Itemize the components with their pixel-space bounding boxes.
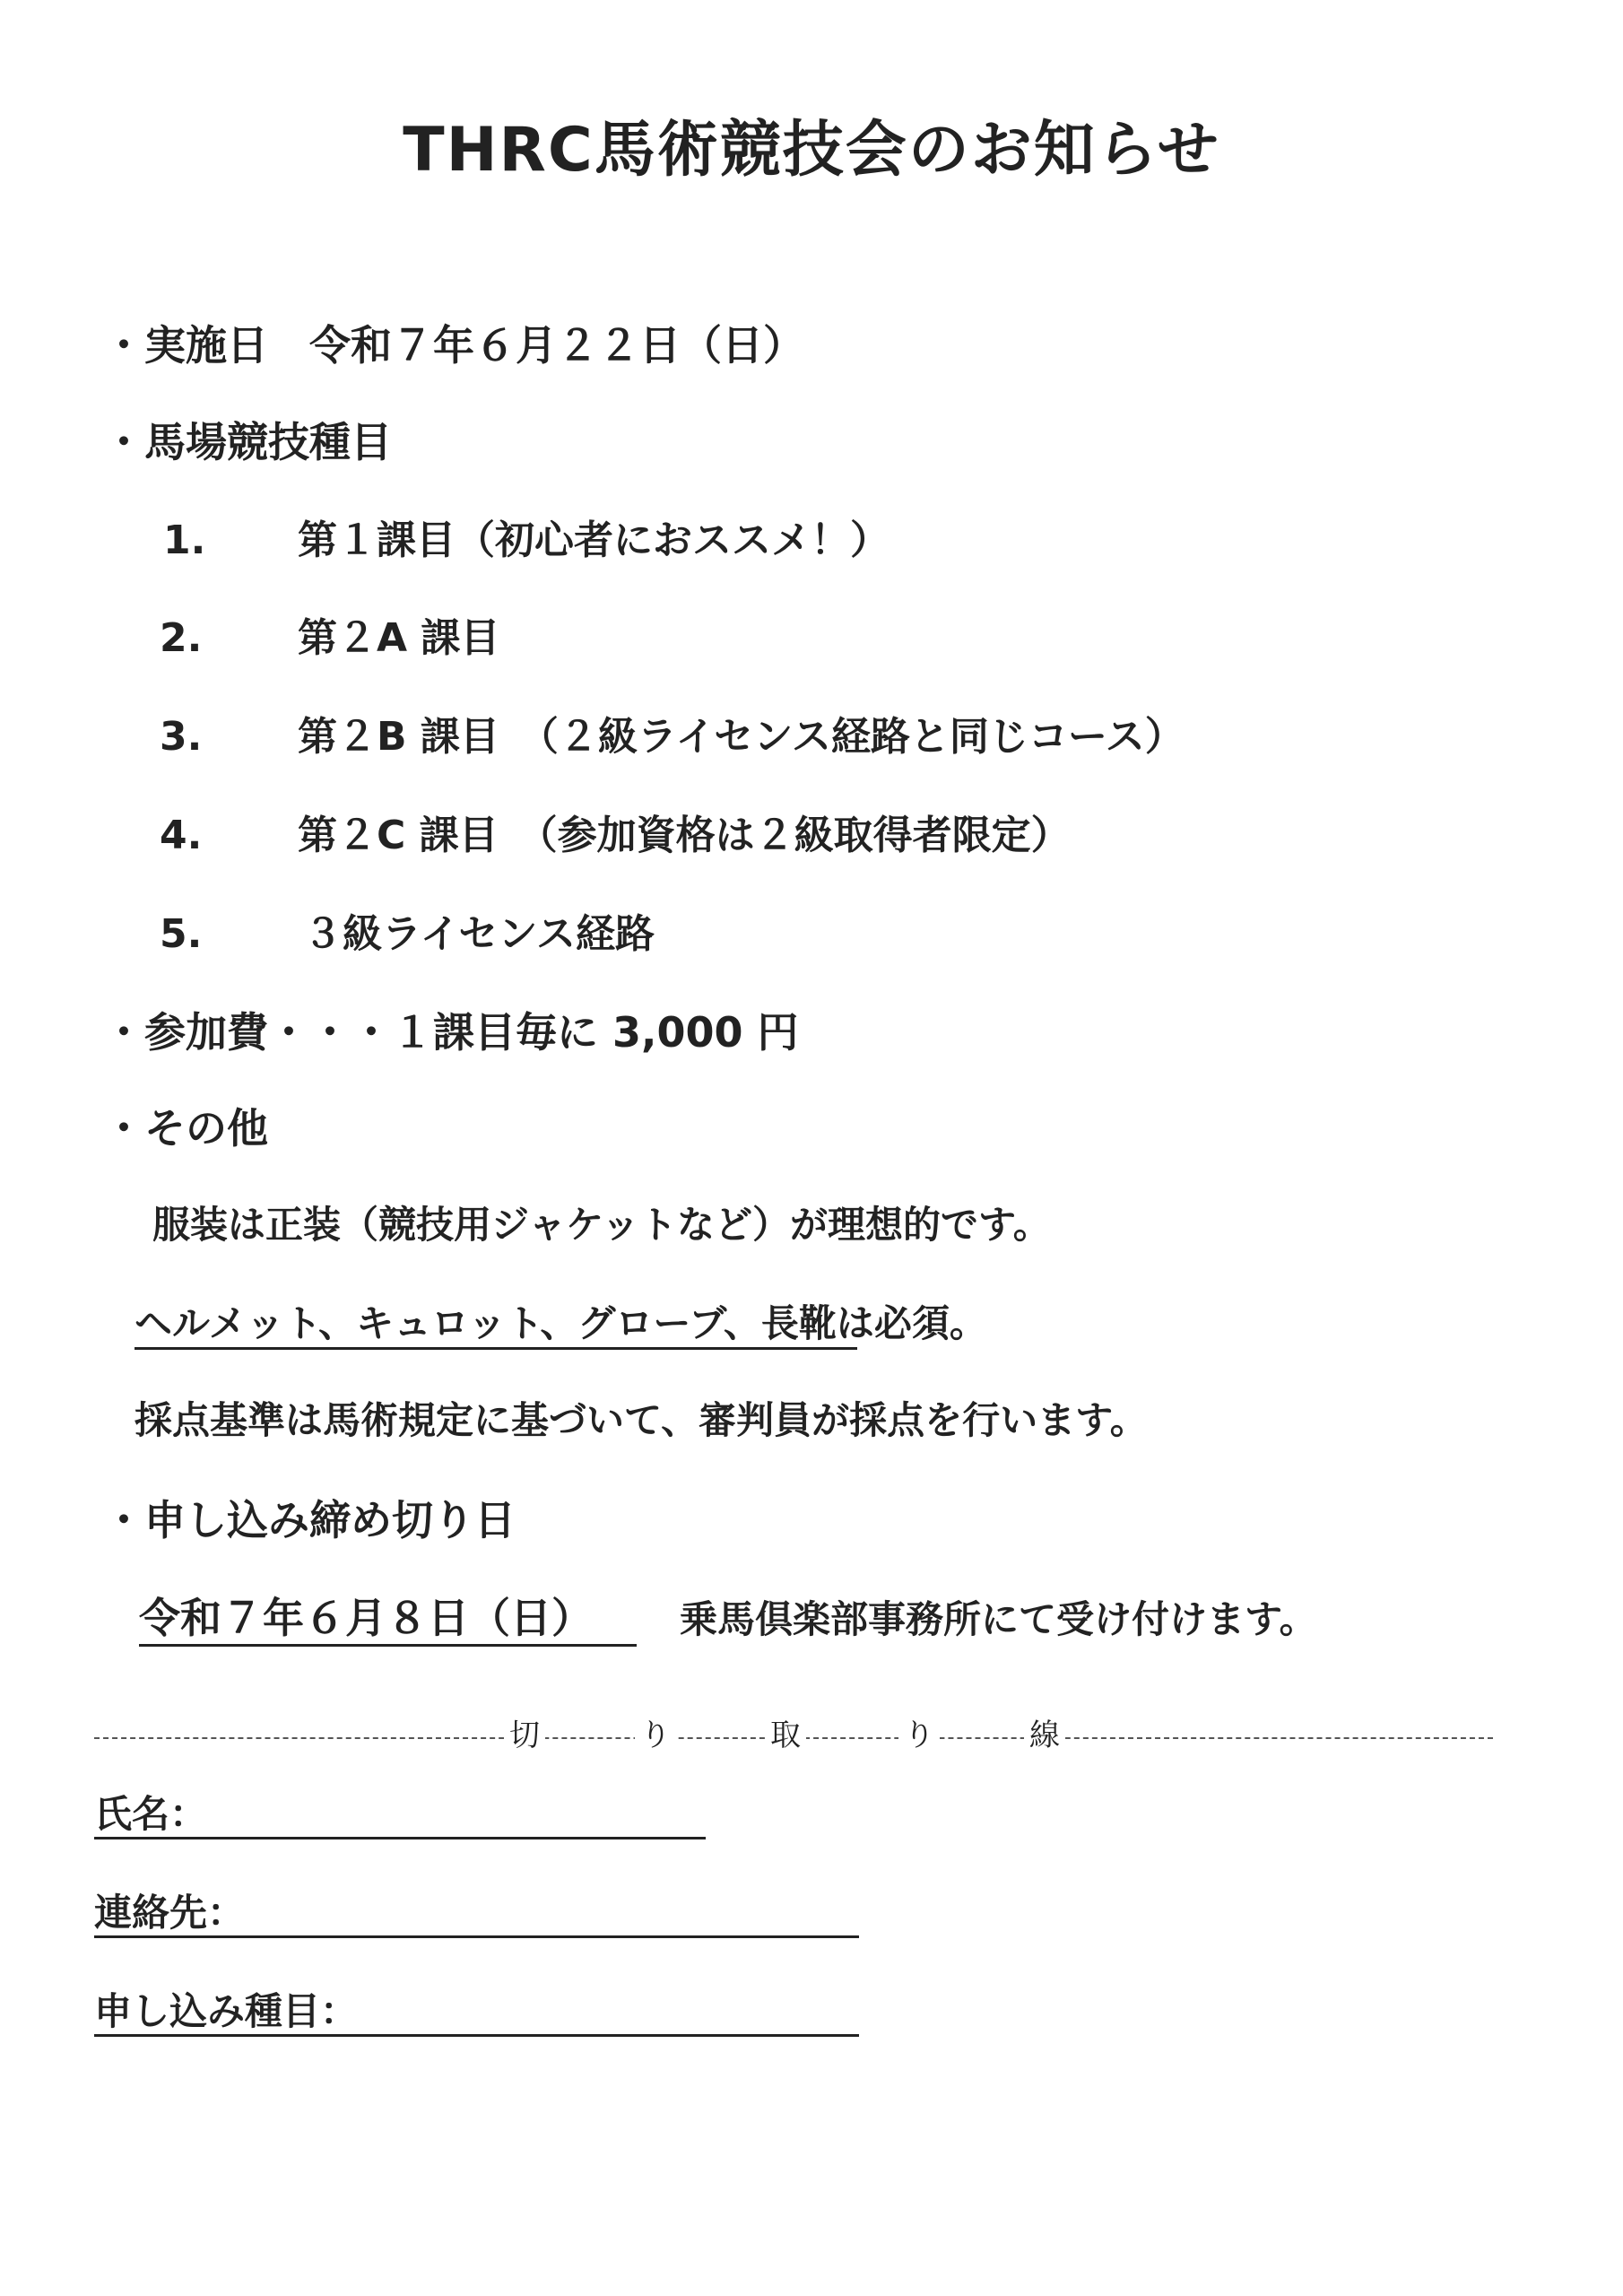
required-gear-text: ヘルメット、キュロット、グローブ、長靴は必須。 xyxy=(135,1301,987,1345)
contact-label: 連絡先： xyxy=(94,1891,246,1935)
event-choice-label: 申し込み種目： xyxy=(94,1989,359,2033)
deadline-note: 乗馬倶楽部事務所にて受け付けます。 xyxy=(680,1597,1317,1641)
cut-line-char: 線 xyxy=(1024,1720,1065,1751)
page-title: THRC馬術競技会のお知らせ xyxy=(403,115,1220,186)
deadline-heading: ・申し込み締め切り日 xyxy=(103,1496,516,1544)
contact-field[interactable] xyxy=(94,1935,859,1938)
event-item: 第２A 課目 xyxy=(298,615,500,661)
cut-line-char: り xyxy=(635,1720,676,1751)
dress-code-text: 服装は正装（競技用ジャケットなど）が理想的です。 xyxy=(152,1203,1051,1247)
event-item: 第２B 課目 （２級ライセンス経路と同じコース） xyxy=(298,714,1185,760)
scoring-text: 採点基準は馬術規定に基づいて、審判員が採点を行います。 xyxy=(135,1398,1148,1442)
cut-line-char: 取 xyxy=(765,1720,806,1751)
event-number: 4. xyxy=(160,813,203,858)
event-date: ・実施日 令和７年６月２２日（日） xyxy=(103,321,804,370)
other-heading: ・その他 xyxy=(103,1104,268,1152)
event-item: ３級ライセンス経路 xyxy=(303,911,655,957)
event-choice-field[interactable] xyxy=(94,2034,859,2037)
required-gear-underline xyxy=(135,1347,857,1350)
cut-line-char: り xyxy=(898,1720,940,1751)
event-number: 2. xyxy=(160,615,203,661)
event-number: 5. xyxy=(160,911,203,957)
event-number: 1. xyxy=(163,517,206,563)
name-field[interactable] xyxy=(94,1837,706,1839)
participation-fee: ・参加費・・・１課目毎に 3,000 円 xyxy=(103,1008,799,1057)
event-item: 第２C 課目 （参加資格は２級取得者限定） xyxy=(298,813,1071,858)
name-label: 氏名： xyxy=(94,1792,208,1836)
event-item: 第１課目（初心者におススメ！） xyxy=(298,517,890,563)
deadline-date: 令和７年６月８日（日） xyxy=(139,1594,593,1642)
events-heading: ・馬場競技種目 xyxy=(103,418,392,466)
cut-line-char: 切 xyxy=(504,1720,545,1751)
event-number: 3. xyxy=(160,714,203,760)
deadline-date-underline xyxy=(139,1644,637,1647)
